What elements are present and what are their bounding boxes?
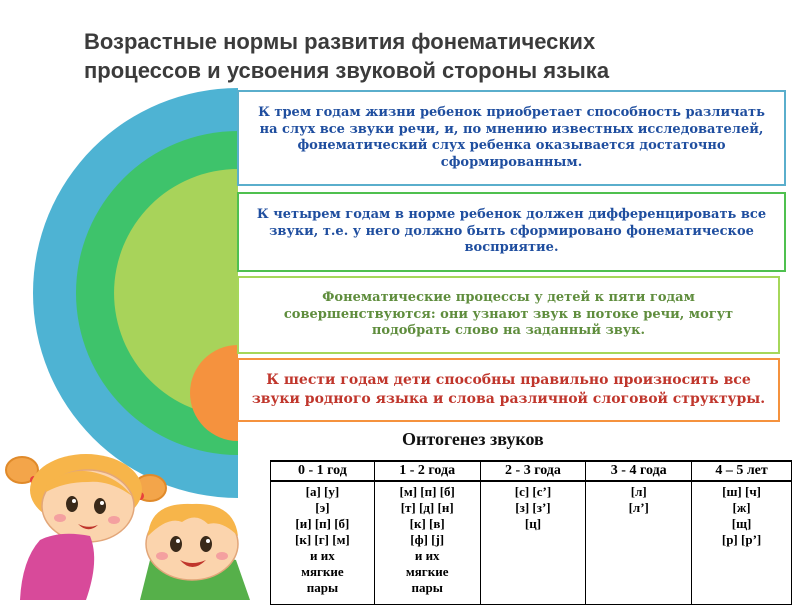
ontogenesis-panel xyxy=(262,428,796,600)
table-header-row xyxy=(271,461,792,481)
table-cell: [м] [п] [б] [т] [д] [н] [к] [в] [ф] [j] и их мягкие пары xyxy=(374,481,480,605)
table-header: 2 - 3 года xyxy=(480,461,586,481)
table-header: 0 - 1 год xyxy=(271,461,375,481)
age-3-text: К трем годам жизни ребенок приобретает способность различать на слух все звуки речи, и, по мнению известных исследователей, фонематический слух ребенка оказывается достаточно сформированным. xyxy=(258,105,765,170)
table-header: 3 - 4 года xyxy=(586,461,692,481)
children-illustration xyxy=(0,440,262,600)
age-5-text: Фонематические процессы у детей к пяти годам совершенствуются: они узнают звук в потоке речи, могут подобрать слово на заданный звук. xyxy=(283,290,734,339)
age-4-text: К четырем годам в норме ребенок должен дифференцировать все звуки, т.е. у него должно быть сформировано фонематическое восприятие. xyxy=(256,207,767,256)
girl-illustration xyxy=(6,454,166,600)
ontogenesis-table xyxy=(270,460,792,605)
table-header: 1 - 2 года xyxy=(374,461,480,481)
age-3-box xyxy=(237,90,786,186)
table-cell: [л] [л’] xyxy=(586,481,692,605)
age-4-box xyxy=(237,192,786,272)
age-6-text: К шести годам дети способны правильно произносить все звуки родного языка и слова различной слоговой структуры. xyxy=(251,372,766,407)
table-cell: [ш] [ч] [ж] [щ] [р] [р’] xyxy=(692,481,792,605)
table-row xyxy=(271,481,792,605)
slide-title: Возрастные нормы развития фонематических процессов и усвоения звуковой стороны языка xyxy=(84,29,610,83)
ontogenesis-title: Онтогенез звуков xyxy=(402,429,544,449)
table-header: 4 – 5 лет xyxy=(692,461,792,481)
age-5-box xyxy=(237,276,780,354)
table-cell: [с] [с’] [з] [з’] [ц] xyxy=(480,481,586,605)
boy-illustration xyxy=(140,504,250,600)
table-cell: [а] [у] [э] [и] [п] [б] [к] [г] [м] и их мягкие пары xyxy=(271,481,375,605)
age-6-box xyxy=(237,358,780,422)
